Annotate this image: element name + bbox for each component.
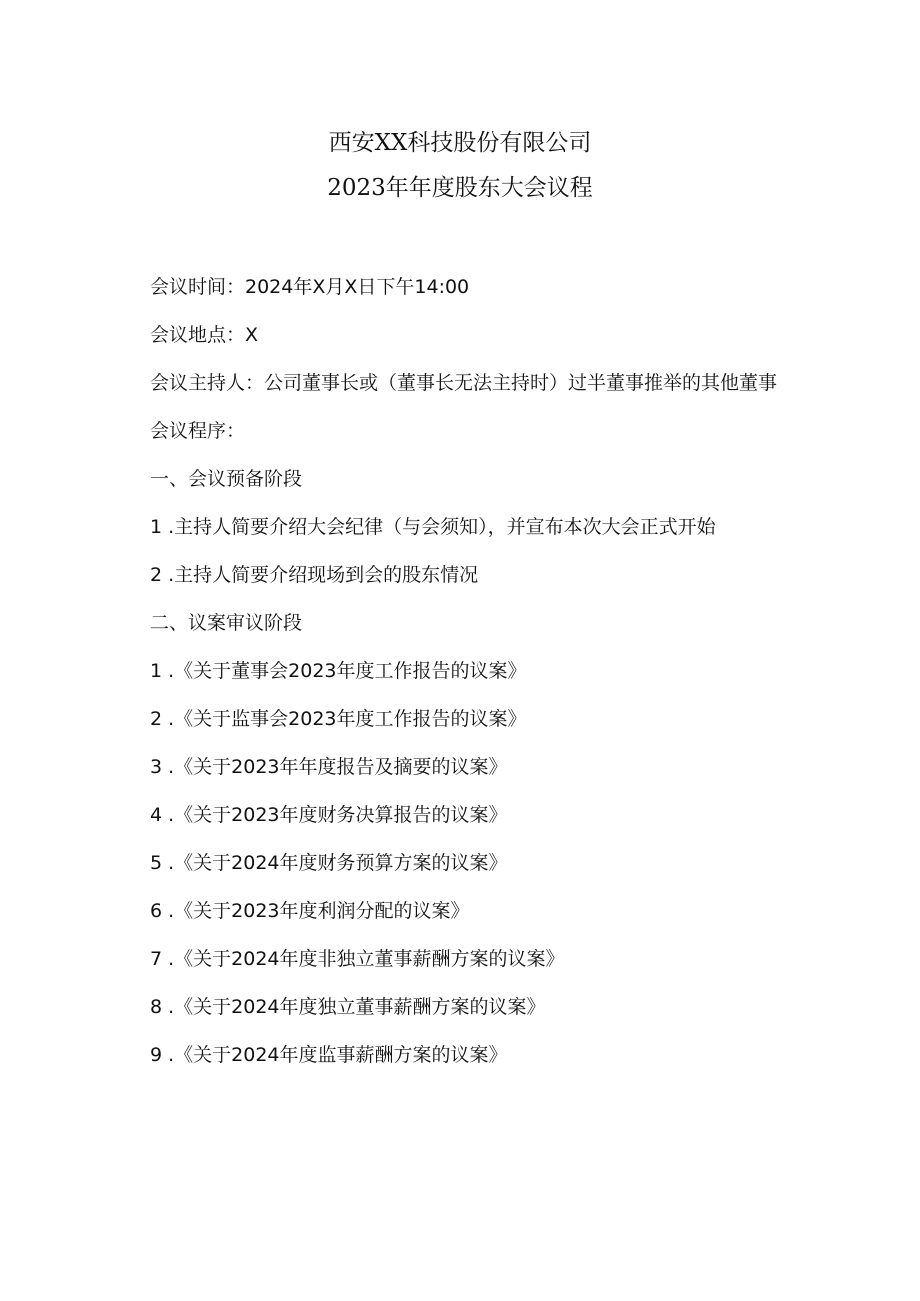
meeting-time: 会议时间：2024年X月X日下午14:00 xyxy=(150,276,470,298)
company-name: 西安XX科技股份有限公司 xyxy=(328,130,592,156)
proposal-item: 3 .《关于2023年年度报告及摘要的议案》 xyxy=(150,756,508,778)
meeting-procedure-label: 会议程序： xyxy=(150,420,246,442)
proposal-item: 5 .《关于2024年度财务预算方案的议案》 xyxy=(150,852,508,874)
stage-1-item: 2 .主持人简要介绍现场到会的股东情况 xyxy=(150,564,479,586)
proposal-item: 7 .《关于2024年度非独立董事薪酬方案的议案》 xyxy=(150,948,565,970)
stage-1-item: 1 .主持人简要介绍大会纪律（与会须知），并宣布本次大会正式开始 xyxy=(150,516,716,538)
proposal-item: 1 .《关于董事会2023年度工作报告的议案》 xyxy=(150,660,527,682)
proposal-item: 6 .《关于2023年度利润分配的议案》 xyxy=(150,900,470,922)
meeting-location: 会议地点：X xyxy=(150,324,259,346)
proposal-item: 8 .《关于2024年度独立董事薪酬方案的议案》 xyxy=(150,996,546,1018)
meeting-host: 会议主持人：公司董事长或（董事长无法主持时）过半董事推举的其他董事 xyxy=(150,372,778,394)
stage-1-heading: 一、会议预备阶段 xyxy=(150,468,303,490)
document-title: 2023年年度股东大会议程 xyxy=(327,175,593,201)
stage-2-heading: 二、议案审议阶段 xyxy=(150,612,303,634)
proposal-item: 9 .《关于2024年度监事薪酬方案的议案》 xyxy=(150,1044,508,1066)
agenda-content xyxy=(108,274,808,1090)
proposal-item: 4 .《关于2023年度财务决算报告的议案》 xyxy=(150,804,508,826)
proposal-item: 2 .《关于监事会2023年度工作报告的议案》 xyxy=(150,708,527,730)
